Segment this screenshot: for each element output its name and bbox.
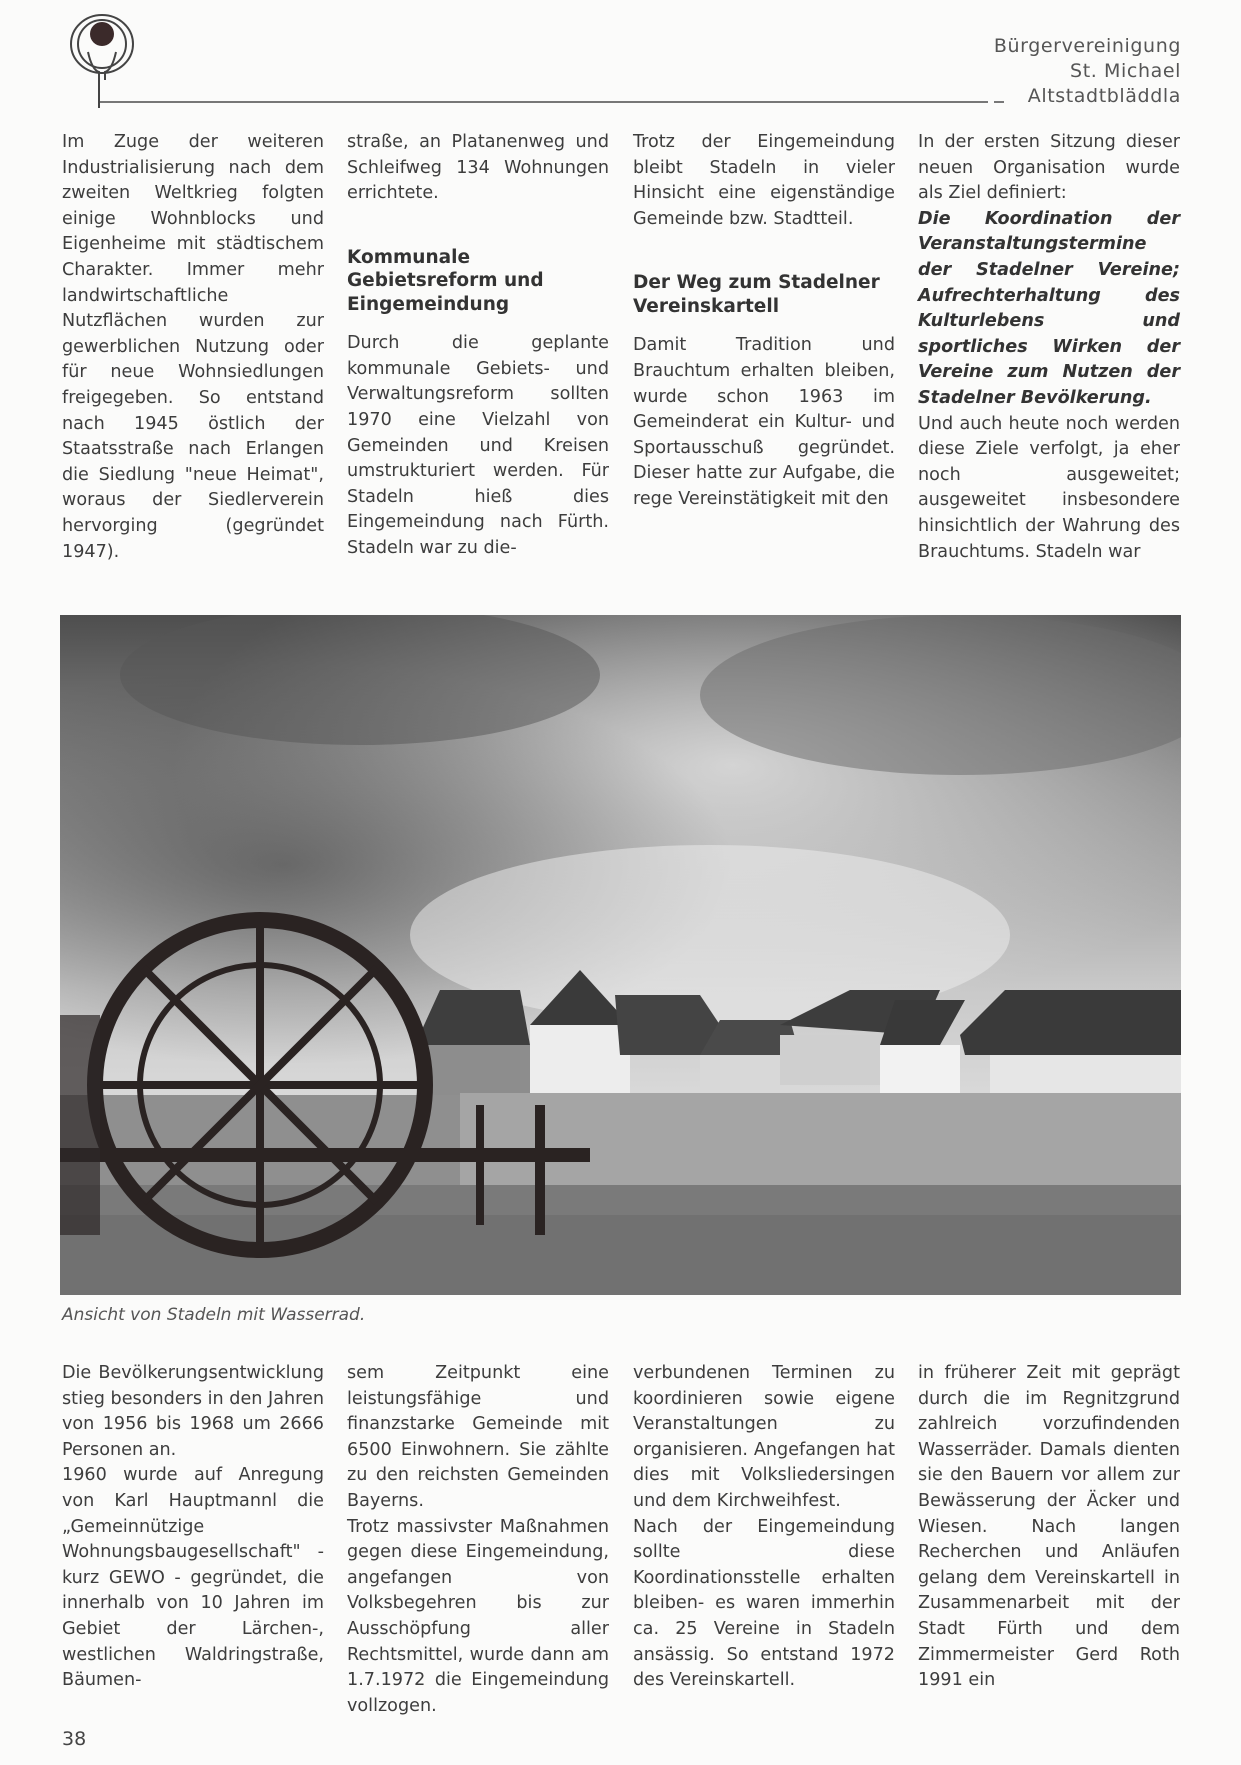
- tuning-fork-circle-logo: [62, 12, 142, 112]
- paragraph: sem Zeitpunkt eine leistungsfähige und finanzstarke Gemeinde mit 6500 Einwohnern. Sie zählte zu den reichsten Gemeinden Bayerns.: [347, 1363, 609, 1511]
- top-column-3: [633, 130, 895, 513]
- paragraph: In der ersten Sitzung dieser neuen Organisation wurde als Ziel definiert:: [918, 132, 1180, 204]
- goal-statement: Die Koordination der Veranstaltungstermine der Stadelner Vereine; Aufrechterhaltung des Kulturlebens und sportliches Wirken der Vereine zum Nutzen der Stadelner Bevölkerung.: [918, 208, 1180, 408]
- paragraph: straße, an Platanenweg und Schleifweg 134 Wohnungen errichtete.: [347, 132, 609, 204]
- top-column-2: [347, 130, 609, 562]
- paragraph: Trotz der Eingemeindung bleibt Stadeln in vieler Hinsicht eine eigenständige Gemeinde bzw. Stadtteil.: [633, 132, 895, 229]
- paragraph: verbundenen Terminen zu koordinieren sowie eigene Veranstaltungen zu organisieren. Angefangen hat dies mit Volksliedersingen und dem Kirchweihfest.: [633, 1363, 895, 1511]
- masthead: [994, 34, 1181, 109]
- bottom-column-1: [62, 1361, 324, 1694]
- paragraph: Nach der Eingemeindung sollte diese Koordinationsstelle erhalten bleiben- es waren immerhin ca. 25 Vereine in Stadeln ansässig. So entstand 1972 des Vereinskartell.: [633, 1516, 895, 1691]
- photo-stadeln-water-wheel: [60, 615, 1181, 1295]
- paragraph: Die Bevölkerungsentwicklung stieg besonders in den Jahren von 1956 bis 1968 um 2666 Personen an.: [62, 1363, 324, 1460]
- paragraph: Und auch heute noch werden diese Ziele verfolgt, ja eher noch ausgeweitet; ausgeweitet insbesondere hinsichtlich der Wahrung des Brauchtums. Stadeln war: [918, 413, 1180, 562]
- section-heading-vereinskartell: Der Weg zum Stadelner Vereinskartell: [633, 272, 880, 317]
- paragraph: 1960 wurde auf Anregung von Karl Hauptmannl die „Gemeinnützige Wohnungsbaugesellschaft" - kurz GEWO - gegründet, die innerhalb von 10 Jahren im Gebiet der Lärchen-, westlichen Waldringstraße, Bäumen-: [62, 1465, 324, 1691]
- paragraph: Damit Tradition und Brauchtum erhalten bleiben, wurde schon 1963 im Gemeinderat ein Kultur- und Sportausschuß gegründet. Dieser hatte zur Aufgabe, die rege Vereinstätigkeit mit den: [633, 335, 895, 509]
- masthead-line-1: Bürgervereinigung: [993, 35, 1181, 57]
- bottom-column-4: [918, 1361, 1180, 1694]
- paragraph: Trotz massivster Maßnahmen gegen diese Eingemeindung, angefangen von Volksbegehren bis zur Ausschöpfung aller Rechtsmittel, wurde dann am 1.7.1972 die Eingemeindung vollzogen.: [347, 1516, 609, 1716]
- masthead-line-2: St. Michael: [1070, 60, 1181, 82]
- section-heading-gebietsreform: Kommunale Gebietsreform und Eingemeindung: [347, 246, 544, 315]
- bottom-column-3: [633, 1361, 895, 1694]
- page-number: 38: [62, 1728, 87, 1750]
- paragraph: Im Zuge der weiteren Industrialisierung nach dem zweiten Weltkrieg folgten einige Wohnblocks und Eigenheime mit städtischem Charakter. Immer mehr landwirtschaftliche Nutzflächen wurden zur gewerblichen Nutzung oder für neue Wohnsiedlungen freigegeben. So entstand nach 1945 östlich der Staatsstraße nach Erlangen die Siedlung "neue Heimat", woraus der Siedlerverein hervorging (gegründet 1947).: [62, 132, 324, 562]
- masthead-line-3: Altstadtbläddla: [1027, 85, 1181, 107]
- bottom-column-2: [347, 1361, 609, 1719]
- paragraph: Durch die geplante kommunale Gebiets- und Verwaltungsreform sollten 1970 eine Vielzahl von Gemeinden und Kreisen umstrukturiert werden. Für Stadeln hieß dies Eingemeindung nach Fürth. Stadeln war zu die-: [347, 333, 609, 559]
- top-column-1: [62, 130, 324, 565]
- photo-caption: Ansicht von Stadeln mit Wasserrad.: [62, 1305, 366, 1325]
- top-column-4: [918, 130, 1180, 565]
- paragraph: in früherer Zeit mit geprägt durch die im Regnitzgrund zahlreich vorzufindenden Wasserräder. Damals dienten sie den Bauern vor allem zur Bewässerung der Äcker und Wiesen. Nach langen Recherchen und Anläufen gelang dem Vereinskartell in Zusammenarbeit mit der Stadt Fürth und dem Zimmermeister Gerd Roth 1991 ein: [918, 1363, 1180, 1691]
- header-rule: [100, 101, 988, 103]
